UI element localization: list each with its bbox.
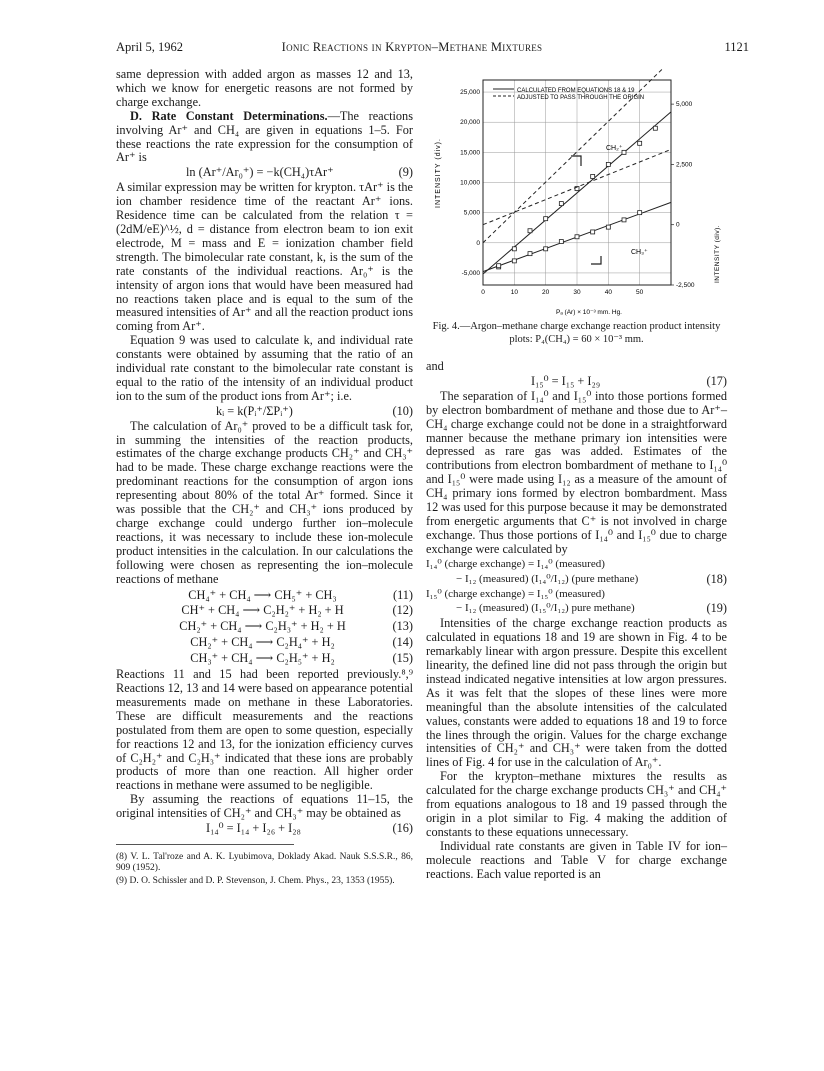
reaction-row (116, 652, 413, 666)
equation-number: (13) (392, 619, 413, 634)
data-point (638, 141, 642, 145)
equation-9 (116, 166, 413, 180)
reaction-text: CH₄⁺ + CH₄ ⟶ CH₅⁺ + CH₃ (188, 587, 337, 602)
header-page-number: 1121 (724, 40, 749, 54)
chart-svg (426, 68, 727, 318)
data-point (622, 150, 626, 154)
data-point (544, 217, 548, 221)
x-tick-label: 20 (542, 289, 550, 296)
paragraph: Intensities of the charge exchange reaction products as calculated in equations 18 and 19 are shown in Fig. 4 to be remarkably linear with argon pressure. Despite this excellent linearity, the defined line did not pass through the origin but instead indicated negative intensities at low argon pressures. As it was felt that the slopes of these lines were more meaningful than the absolute intensities of the calculated values, constants were added to equations 18 and 19 to force the lines through the origin. Values for the charge exchange intensities of CH₂⁺ and CH₃⁺ were taken from the dotted lines of Fig. 4 for use in the calculation of Ar₀⁺. (426, 616, 727, 770)
paragraph: same depression with added argon as masses 12 and 13, which we know for energetic reasons are not formed by charge exchange. (116, 67, 413, 109)
data-point (559, 240, 563, 244)
data-point (622, 218, 626, 222)
right-axis-ticks (671, 101, 695, 289)
y-right-tick-label: 0 (676, 221, 680, 229)
equation-18b (426, 573, 727, 587)
arrow-marker-upper (571, 156, 581, 166)
paragraph: By assuming the reactions of equations 11–15, the original intensities of CH₂⁺ and CH₃⁺ may be obtained as (116, 792, 413, 821)
section-paragraph (116, 110, 413, 166)
right-column (426, 350, 727, 882)
equation-18a (426, 558, 727, 572)
y-axis-label-left: INTENSITY (div). (435, 138, 442, 208)
y-tick-label: 20,000 (460, 119, 480, 127)
reaction-text: CH₂⁺ + CH₄ ⟶ C₂H₃⁺ + H₂ + H (179, 619, 346, 634)
arrow-icon (571, 156, 581, 166)
x-tick-label: 0 (481, 289, 485, 296)
legend-entry: CALCULATED FROM EQUATIONS 18 & 19 (517, 88, 635, 94)
paragraph: and (426, 359, 444, 373)
paragraph: For the krypton–methane mixtures the results as calculated for the charge exchange products CH₃⁺ and CH₄⁺ from equations analogous to 18 and 19 passed through the origin in a plot similar to Fig. 4 making the addition of constants to these equations unnecessary. (426, 769, 727, 839)
x-axis-ticks (481, 289, 643, 296)
left-axis-ticks (460, 89, 480, 277)
equation-text: − I₁₂ (measured) (I₁₄⁰/I₁₂) (pure methane) (456, 572, 639, 585)
arrow-icon (591, 256, 601, 264)
y-tick-label: 5,000 (463, 209, 480, 217)
figure-4 (426, 68, 727, 348)
footnote-9: (9) D. O. Schissler and D. P. Stevenson, J. Chem. Phys., 23, 1353 (1955). (116, 875, 395, 886)
x-axis-label: Pₐ (Ar) × 10⁻³ mm. Hg. (556, 309, 622, 316)
equation-number: (15) (392, 651, 413, 666)
legend-entry: ADJUSTED TO PASS THROUGH THE ORIGIN (517, 95, 645, 101)
equation-text: I₁₄⁰ = I₁₄ + I₂₆ + I₂₈ (206, 821, 301, 836)
data-point (512, 259, 516, 263)
data-point (638, 211, 642, 215)
x-tick-label: 30 (573, 289, 581, 296)
equation-text: − I₁₂ (measured) (I₁₅⁰/I₁₂) pure methane) (456, 602, 635, 615)
data-point (575, 235, 579, 239)
equation-10 (116, 405, 413, 419)
data-point (591, 174, 595, 178)
equation-number: (14) (392, 635, 413, 650)
x-tick-label: 40 (604, 289, 612, 296)
equation-number: (17) (706, 373, 727, 388)
series-label-ch2: CH₂⁺ (606, 145, 623, 152)
y-tick-label: 0 (476, 239, 480, 247)
reaction-text: CH₃⁺ + CH₄ ⟶ C₂H₅⁺ + H₂ (190, 651, 335, 666)
equation-19a (426, 588, 727, 602)
y-tick-label: 25,000 (460, 89, 480, 97)
header-title: Ionic Reactions in Krypton–Methane Mixtures (281, 40, 543, 54)
reaction-text: CH⁺ + CH₄ ⟶ C₂H₂⁺ + H₂ + H (181, 603, 344, 618)
equation-number: (11) (392, 587, 413, 602)
arrow-marker-lower (591, 256, 601, 264)
equation-number: (16) (392, 821, 413, 836)
data-point (528, 229, 532, 233)
data-point (528, 252, 532, 256)
y-tick-label: 15,000 (460, 149, 480, 157)
y-right-tick-label: 5,000 (676, 101, 693, 109)
paragraph-text: —The reactions involving Ar⁺ and CH₄ are given in equations 1–5. For these reactions the rate expression for the consumption of Ar⁺ is (116, 108, 413, 165)
left-column (116, 68, 413, 887)
x-tick-label: 50 (636, 289, 644, 296)
reaction-text: CH₂⁺ + CH₄ ⟶ C₂H₄⁺ + H₂ (190, 635, 335, 650)
equation-text: I₁₅⁰ (charge exchange) = I₁₅⁰ (measured) (426, 587, 605, 600)
paragraph: Equation 9 was used to calculate k, and individual rate constants were obtained by assuming that the ratio of an individual rate constant to the bimolecular rate constant is equal to the ratio of the intensity of an individual product ion to the sum of the product ions from Ar⁺; i.e. (116, 333, 413, 403)
reaction-list (116, 589, 413, 667)
paragraph: A similar expression may be written for krypton. τAr⁺ is the ion chamber residence time of the reactant Ar⁺ ions. Residence time can be calculated from the relation τ = (2dM/eE)^½, d = distance from electron beam to ion exit electrode, M = mass and E = ionization chamber field strength. The bimolecular rate constant, k, is the sum of the rate constants of the individual reactions. Ar₀⁺ is the intensity of argon ions that would have been measured had no reactions taken place and is equal to the sum of the measured intensities of Ar⁺ and all the reaction product ions coming from Ar⁺. (116, 180, 413, 334)
y-axis-label-right: INTENSITY (div). (714, 224, 721, 283)
y-right-tick-label: -2,500 (676, 282, 695, 289)
equation-number: (12) (392, 603, 413, 618)
data-point (653, 126, 657, 130)
footnote-8: (8) V. L. Tal'roze and A. K. Lyubimova, Doklady Akad. Nauk S.S.S.R., 86, 909 (1952). (116, 851, 413, 874)
data-point (497, 264, 501, 268)
data-point (544, 247, 548, 251)
equation-number: (18) (706, 571, 727, 586)
equation-text: kᵢ = k(Pᵢ⁺/ΣPᵢ⁺) (216, 403, 293, 418)
paragraph: The separation of I₁₄⁰ and I₁₅⁰ into those portions formed by electron bombardment of methane and those due to Ar⁺–CH₄ charge exchange could not be done in a straightforward manner because the methane primary ion intensities were depressed as rare gas was added. Estimates of the contributions from electron bombardment of methane to I₁₄⁰ and I₁₅⁰ were made using I₁₂ as a measure of the amount of CH₄ primary ions formed by electron bombardment. Mass 12 was used for this purpose because it may be demonstrated from energetic arguments that C⁺ is not involved in charge exchange. Thus those portions of I₁₄⁰ and I₁₅⁰ due to charge exchange were calculated by (426, 388, 727, 556)
y-tick-label: -5,000 (461, 269, 480, 277)
equation-number: (9) (398, 165, 413, 180)
reaction-row (116, 620, 413, 634)
reaction-row (116, 589, 413, 603)
data-point (591, 230, 595, 234)
data-point (559, 202, 563, 206)
paragraph: The calculation of Ar₀⁺ proved to be a difficult task for, in summing the intensities of the reaction products, estimates of the charge exchange products CH₂⁺ and CH₃⁺ had to be made. These charge exchange reactions were the predominant reactions for the consumption of argon ions representing about 80% of the total Ar⁺ formed. Since it was possible that the CH₂⁺ and CH₃⁺ ions produced by charge exchange could undergo further ion–molecule reactions, it was necessary to include these ion-molecule product intensities in the calculation. In our calculations the following were chosen as representing the ion–molecule reactions of methane (116, 418, 413, 586)
footnote-rule (116, 844, 294, 848)
equation-17 (426, 375, 727, 389)
header-date: April 5, 1962 (116, 40, 184, 54)
equation-text: I₁₅⁰ = I₁₅ + I₂₉ (531, 373, 601, 388)
y-tick-label: 10,000 (460, 179, 480, 187)
section-heading: D. Rate Constant Determinations. (130, 108, 328, 123)
equation-number: (19) (706, 601, 727, 616)
equation-text: I₁₄⁰ (charge exchange) = I₁₄⁰ (measured) (426, 557, 605, 570)
equation-16 (116, 822, 413, 836)
figure-caption: Fig. 4.—Argon–methane charge exchange reaction product intensity plots: P₄(CH₄) = 60 × 10⁻³ mm. (432, 321, 721, 345)
chart-legend (493, 88, 644, 101)
paragraph: Reactions 11 and 15 had been reported previously.⁸,⁹ Reactions 12, 13 and 14 were based on appearance potential measurements made on methane in these Laboratories. These are difficult measurements and the reactions postulated from them are open to some question, especially for reactions 12 and 13, for the ionization efficiency curves of C₂H₂⁺ and C₂H₃⁺ indicated that these ions are probably products of more than one reaction. All higher order reactions in methane were assumed to be negligible. (116, 667, 413, 793)
data-point (606, 225, 610, 229)
reaction-row (116, 604, 413, 618)
series-label-ch3: CH₃⁺ (631, 249, 648, 256)
x-tick-label: 10 (510, 289, 518, 296)
paragraph: Individual rate constants are given in Table IV for ion–molecule reactions and Table V for charge exchange reactions. Each value reported is an (426, 838, 727, 881)
data-point (606, 162, 610, 166)
equation-19b (426, 602, 727, 616)
equation-number: (10) (392, 403, 413, 418)
reaction-row (116, 636, 413, 650)
y-right-tick-label: 2,500 (676, 161, 693, 169)
data-point (512, 247, 516, 251)
equation-text: ln (Ar⁺/Ar₀⁺) = −k(CH₄)τAr⁺ (186, 165, 334, 180)
